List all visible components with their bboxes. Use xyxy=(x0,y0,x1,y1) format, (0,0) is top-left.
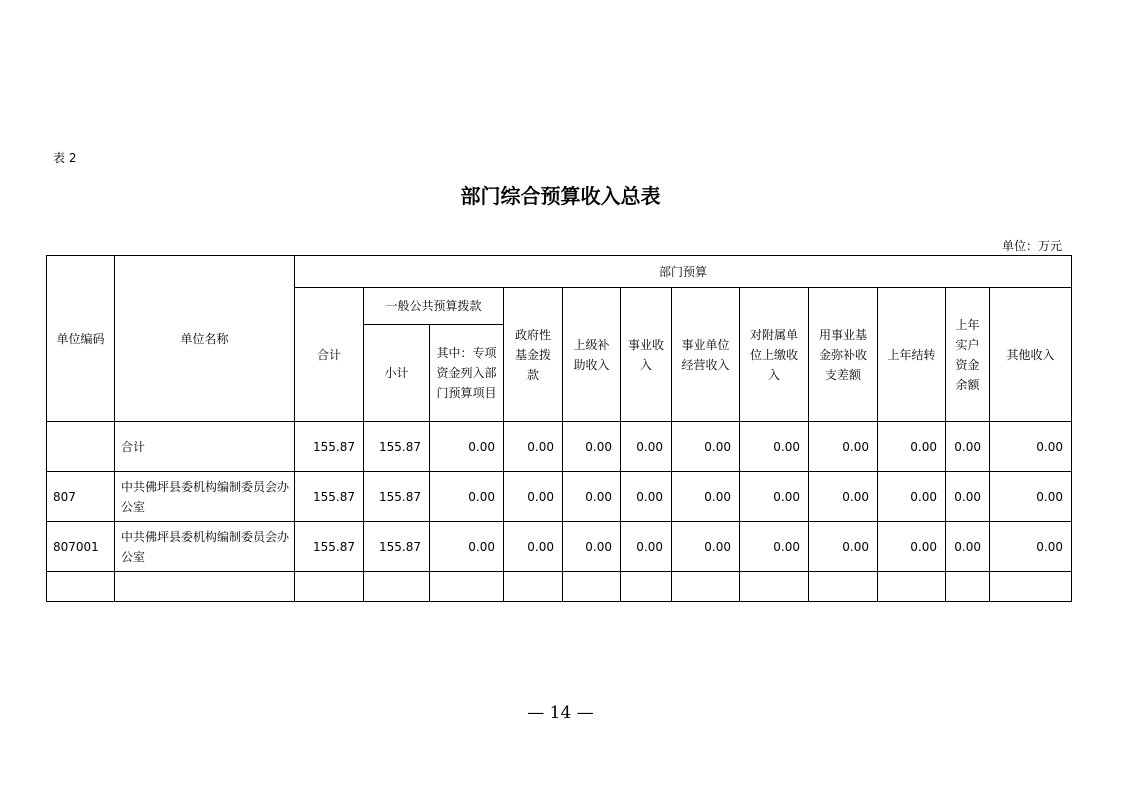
cell-value: 155.87 xyxy=(295,522,364,572)
header-career-fund-gap: 用事业基金弥补收支差额 xyxy=(809,288,878,422)
cell-value: 0.00 xyxy=(740,472,809,522)
cell-value: 0.00 xyxy=(809,472,878,522)
header-dept-budget: 部门预算 xyxy=(295,256,1072,288)
empty-cell xyxy=(115,572,295,602)
header-general-budget: 一般公共预算拨款 xyxy=(364,288,504,325)
empty-cell xyxy=(990,572,1072,602)
budget-income-table xyxy=(46,255,1072,602)
table-row xyxy=(47,522,1072,572)
cell-value: 155.87 xyxy=(295,422,364,472)
page-title: 部门综合预算收入总表 xyxy=(460,184,661,208)
cell-value: 0.00 xyxy=(563,522,621,572)
cell-value: 0.00 xyxy=(430,522,504,572)
header-unit-name: 单位名称 xyxy=(115,256,295,422)
cell-value: 0.00 xyxy=(990,522,1072,572)
cell-value: 0.00 xyxy=(563,422,621,472)
cell-value: 0.00 xyxy=(946,422,990,472)
cell-value: 0.00 xyxy=(946,522,990,572)
cell-value: 0.00 xyxy=(990,472,1072,522)
cell-value: 155.87 xyxy=(364,472,430,522)
empty-cell xyxy=(809,572,878,602)
cell-code: 807001 xyxy=(47,522,115,572)
header-unit-code: 单位编码 xyxy=(47,256,115,422)
header-affiliated-turnover: 对附属单位上缴收入 xyxy=(740,288,809,422)
empty-cell xyxy=(295,572,364,602)
header-total: 合计 xyxy=(295,288,364,422)
header-career-unit-operating: 事业单位经营收入 xyxy=(672,288,740,422)
header-subtotal: 小计 xyxy=(364,325,430,422)
cell-value: 0.00 xyxy=(504,472,563,522)
cell-value: 155.87 xyxy=(364,422,430,472)
cell-value: 0.00 xyxy=(809,422,878,472)
table-row-empty xyxy=(47,572,1072,602)
cell-value: 0.00 xyxy=(430,422,504,472)
cell-value: 0.00 xyxy=(672,472,740,522)
unit-label: 单位：万元 xyxy=(1001,239,1062,253)
cell-value: 0.00 xyxy=(621,472,672,522)
cell-value: 0.00 xyxy=(621,522,672,572)
header-superior-subsidy: 上级补助收入 xyxy=(563,288,621,422)
cell-value: 0.00 xyxy=(990,422,1072,472)
cell-value: 0.00 xyxy=(946,472,990,522)
cell-value: 155.87 xyxy=(295,472,364,522)
header-career-income: 事业收入 xyxy=(621,288,672,422)
empty-cell xyxy=(364,572,430,602)
cell-code: 807 xyxy=(47,472,115,522)
empty-cell xyxy=(430,572,504,602)
empty-cell xyxy=(563,572,621,602)
empty-cell xyxy=(946,572,990,602)
table-row xyxy=(47,472,1072,522)
cell-value: 0.00 xyxy=(878,522,946,572)
empty-cell xyxy=(621,572,672,602)
table-number: 表 2 xyxy=(53,151,77,165)
header-prev-carryover: 上年结转 xyxy=(878,288,946,422)
cell-value: 0.00 xyxy=(672,522,740,572)
empty-cell xyxy=(878,572,946,602)
cell-value: 0.00 xyxy=(672,422,740,472)
cell-value: 155.87 xyxy=(364,522,430,572)
cell-name: 合计 xyxy=(115,422,295,472)
cell-value: 0.00 xyxy=(504,422,563,472)
cell-value: 0.00 xyxy=(563,472,621,522)
cell-value: 0.00 xyxy=(621,422,672,472)
cell-value: 0.00 xyxy=(878,472,946,522)
empty-cell xyxy=(740,572,809,602)
header-other-income: 其他收入 xyxy=(990,288,1072,422)
cell-name: 中共佛坪县委机构编制委员会办公室 xyxy=(115,522,295,572)
header-prev-account-balance: 上年实户资金余额 xyxy=(946,288,990,422)
cell-value: 0.00 xyxy=(740,522,809,572)
table-row xyxy=(47,422,1072,472)
cell-value: 0.00 xyxy=(809,522,878,572)
header-gov-fund: 政府性基金拨款 xyxy=(504,288,563,422)
cell-value: 0.00 xyxy=(878,422,946,472)
cell-value: 0.00 xyxy=(430,472,504,522)
empty-cell xyxy=(504,572,563,602)
cell-value: 0.00 xyxy=(504,522,563,572)
empty-cell xyxy=(672,572,740,602)
cell-name: 中共佛坪县委机构编制委员会办公室 xyxy=(115,472,295,522)
page-number: — 14 — xyxy=(527,703,594,723)
header-special: 其中：专项资金列入部门预算项目 xyxy=(430,325,504,422)
cell-value: 0.00 xyxy=(740,422,809,472)
empty-cell xyxy=(47,572,115,602)
cell-code xyxy=(47,422,115,472)
